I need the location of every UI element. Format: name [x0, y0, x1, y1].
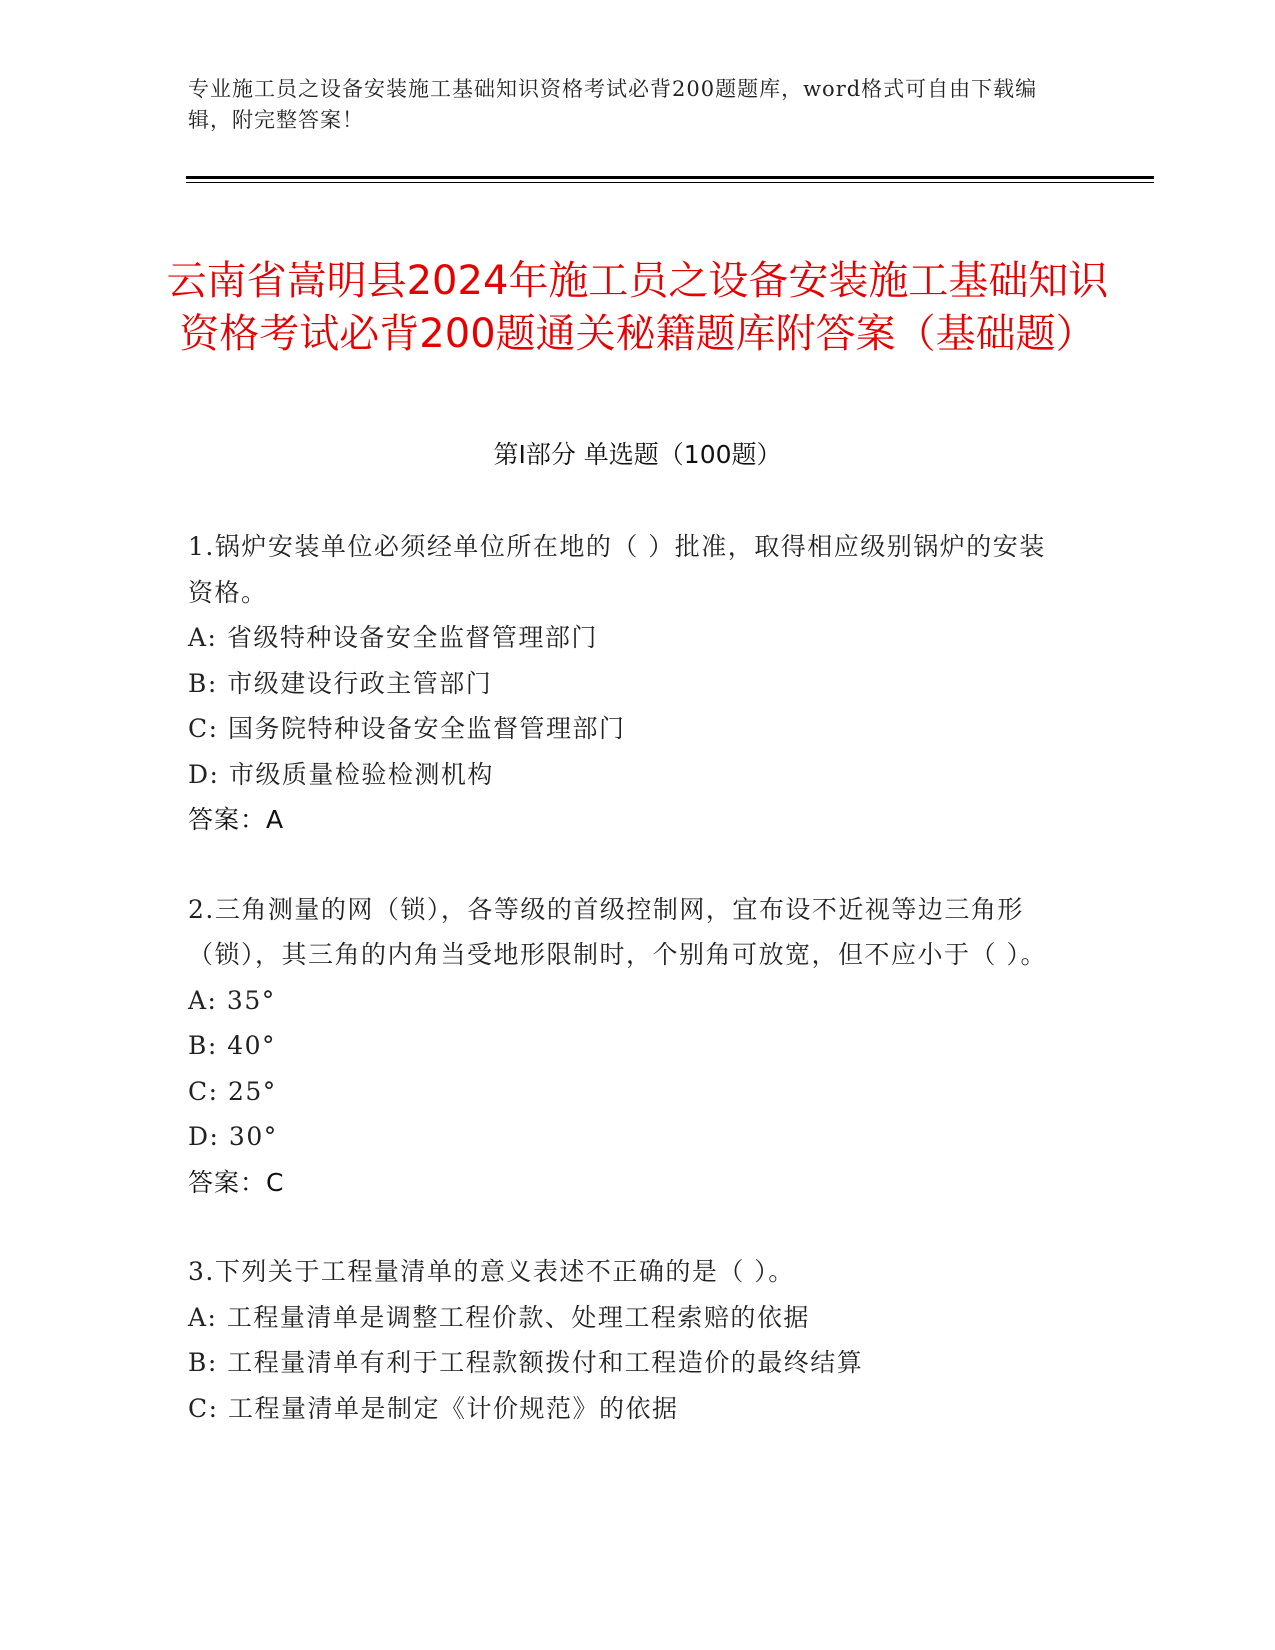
question-1 [188, 524, 1068, 843]
question-stem: 1.锅炉安装单位必须经单位所在地的（ ）批准，取得相应级别锅炉的安装资格。 [188, 532, 1046, 607]
option-b: B: 40° [188, 1031, 277, 1060]
section-heading: 第I部分 单选题（100题） [493, 440, 782, 469]
question-list [188, 524, 1068, 1475]
question-stem: 2.三角测量的网（锁），各等级的首级控制网，宜布设不近视等边三角形（锁），其三角的内角当受地形限制时，个别角可放宽，但不应小于（ ）。 [188, 894, 1047, 969]
answer-line: 答案：A [188, 805, 285, 834]
option-d: D: 30° [188, 1122, 278, 1151]
option-a: A: 省级特种设备安全监督管理部门 [188, 623, 598, 652]
option-a: A: 工程量清单是调整工程价款、处理工程索赔的依据 [188, 1302, 810, 1332]
option-c: C: 国务院特种设备安全监督管理部门 [188, 714, 626, 743]
document-title: 云南省嵩明县2024年施工员之设备安装施工基础知识资格考试必背200题通关秘籍题库附答案（基础题） [166, 257, 1109, 357]
header-rule-thin [186, 182, 1154, 183]
option-b: B: 工程量清单有利于工程款额拨付和工程造价的最终结算 [188, 1348, 864, 1377]
option-a: A: 35° [188, 985, 276, 1015]
option-c: C: 工程量清单是制定《计价规范》的依据 [188, 1393, 679, 1423]
option-c: C: 25° [188, 1076, 277, 1106]
question-stem: 3.下列关于工程量清单的意义表述不正确的是（ ）。 [188, 1257, 795, 1286]
header-rule-thick [186, 176, 1154, 179]
answer-line: 答案：C [188, 1167, 285, 1197]
question-2 [188, 887, 1068, 1206]
option-d: D: 市级质量检验检测机构 [188, 759, 494, 789]
header-note: 专业施工员之设备安装施工基础知识资格考试必背200题题库，word格式可自由下载编辑，附完整答案！ [188, 77, 1038, 132]
option-b: B: 市级建设行政主管部门 [188, 668, 493, 698]
question-3 [188, 1249, 1068, 1431]
